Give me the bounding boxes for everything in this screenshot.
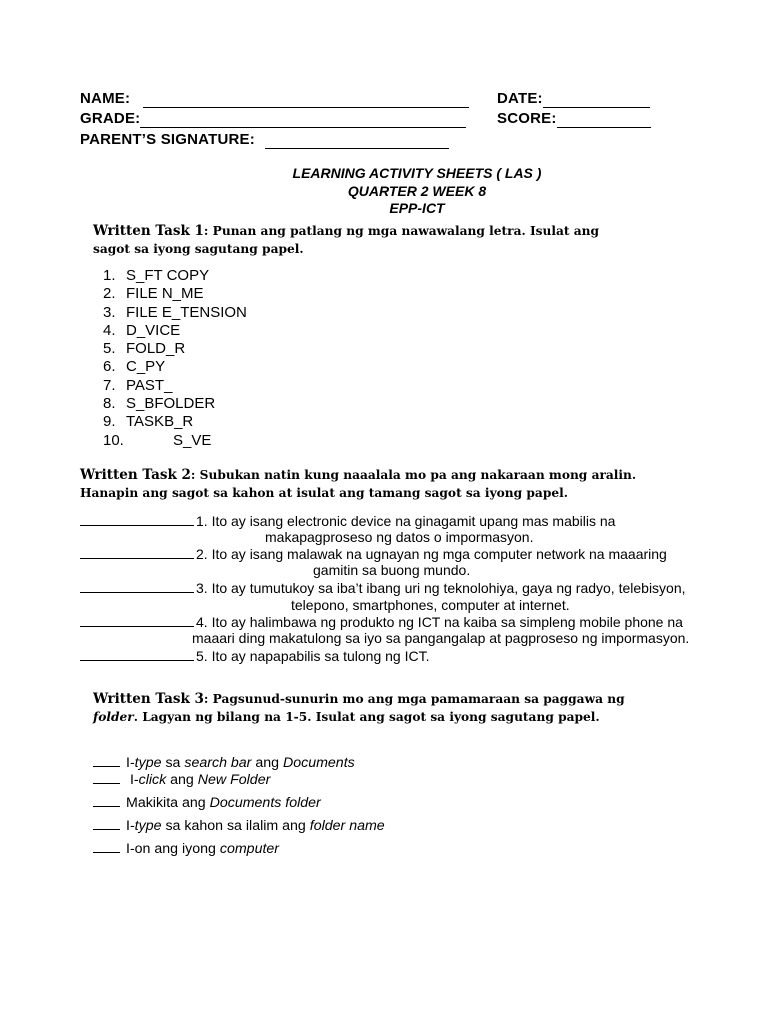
answer-blank — [80, 513, 194, 526]
signature-field — [80, 131, 449, 149]
list-item: 1. S_FT COPY — [103, 267, 210, 284]
task3-item-3: Makikita ang Documents folder — [93, 794, 321, 811]
date-line — [543, 90, 650, 108]
list-item: 9. TASKB_R — [103, 413, 194, 431]
task3-item-1: I-type sa search bar ang Documents — [93, 754, 355, 771]
answer-blank — [93, 771, 120, 784]
answer-blank — [80, 580, 194, 593]
task1-instruction-line2: sagot sa iyong sagutang papel. — [93, 242, 304, 256]
task2-item-1-cont: makapagproseso ng datos o impormasyon. — [265, 529, 534, 545]
task2-item-2: 2. Ito ay isang malawak na ugnayan ng mga computer network na maaaring — [80, 546, 667, 563]
grade-line — [140, 110, 466, 128]
task3-instruction-italic: folder — [93, 710, 134, 724]
list-item: 4. D_VICE — [103, 321, 181, 339]
list-item: 6. C_PY — [103, 358, 166, 376]
name-field — [80, 90, 469, 108]
task2-item-3: 3. Ito ay tumutukoy sa iba’t ibang uri ng teknolohiya, gaya ng radyo, telebisyon, — [80, 580, 686, 597]
name-line — [143, 90, 469, 108]
task2-instruction — [80, 466, 636, 502]
list-item: 5. FOLD_R — [103, 340, 186, 358]
answer-blank — [93, 754, 120, 767]
answer-blank — [80, 546, 194, 559]
task3-label: Written Task 3 — [93, 691, 204, 707]
answer-blank — [93, 840, 120, 853]
list-item: 3. FILE E_TENSION — [103, 303, 247, 321]
list-item: 10. S_VE — [103, 431, 212, 449]
task2-instruction-line1: : Subukan natin kung naaalala mo pa ang nakaraan mong aralin. — [190, 468, 637, 482]
task3-instruction-line2: . Lagyan ng bilang na 1-5. Isulat ang sagot sa iyong sagutang papel. — [133, 710, 600, 724]
answer-blank — [93, 794, 120, 807]
list-item: 7. PAST_ — [103, 376, 173, 394]
answer-blank — [80, 648, 194, 661]
answer-blank — [80, 614, 194, 627]
list-item: 2. FILE N_ME — [103, 285, 204, 303]
score-label: SCORE: — [497, 110, 557, 127]
task2-item-5: 5. Ito ay napapabilis sa tulong ng ICT. — [80, 648, 429, 665]
task3-instruction — [93, 690, 625, 726]
title-line-3: EPP-ICT — [389, 200, 445, 216]
task2-label: Written Task 2 — [80, 467, 191, 483]
task2-item-4-cont: maaari ding makatulong sa iyo sa pangangalap at pagproseso ng impormasyon. — [192, 630, 690, 646]
task2-item-2-cont: gamitin sa buong mundo. — [313, 562, 471, 578]
task3-item-5: I-on ang iyong computer — [93, 840, 279, 857]
task3-item-2: I-click ang New Folder — [93, 771, 270, 788]
task1-list — [103, 267, 247, 450]
task1-instruction-line1: : Punan ang patlang ng mga nawawalang letra. Isulat ang — [203, 224, 600, 238]
grade-label: GRADE: — [80, 110, 141, 127]
task1-instruction — [93, 222, 599, 258]
task2-item-3-cont: telepono, smartphones, computer at internet. — [291, 597, 570, 613]
title-line-1: LEARNING ACTIVITY SHEETS ( LAS ) — [292, 165, 542, 181]
title-line-2: QUARTER 2 WEEK 8 — [347, 183, 487, 199]
grade-field — [80, 110, 466, 128]
task3-item-4: I-type sa kahon sa ilalim ang folder name — [93, 817, 385, 834]
task2-instruction-line2: Hanapin ang sagot sa kahon at isulat ang tamang sagot sa iyong papel. — [80, 486, 568, 500]
answer-blank — [93, 817, 120, 830]
task2-item-4: 4. Ito ay halimbawa ng produkto ng ICT na kaiba sa simpleng mobile phone na — [80, 614, 683, 631]
date-field — [497, 90, 650, 108]
signature-line — [265, 131, 449, 149]
list-item: 8. S_BFOLDER — [103, 395, 216, 413]
date-label: DATE: — [497, 90, 543, 107]
task3-instruction-line1: : Pagsunud-sunurin mo ang mga pamamaraan sa paggawa ng — [203, 692, 625, 706]
score-field — [497, 110, 651, 128]
task2-item-1: 1. Ito ay isang electronic device na ginagamit upang mas mabilis na — [80, 513, 615, 530]
task1-label: Written Task 1 — [93, 223, 204, 239]
signature-label: PARENT’S SIGNATURE: — [80, 131, 255, 148]
name-label: NAME: — [80, 90, 131, 107]
score-line — [557, 110, 651, 128]
